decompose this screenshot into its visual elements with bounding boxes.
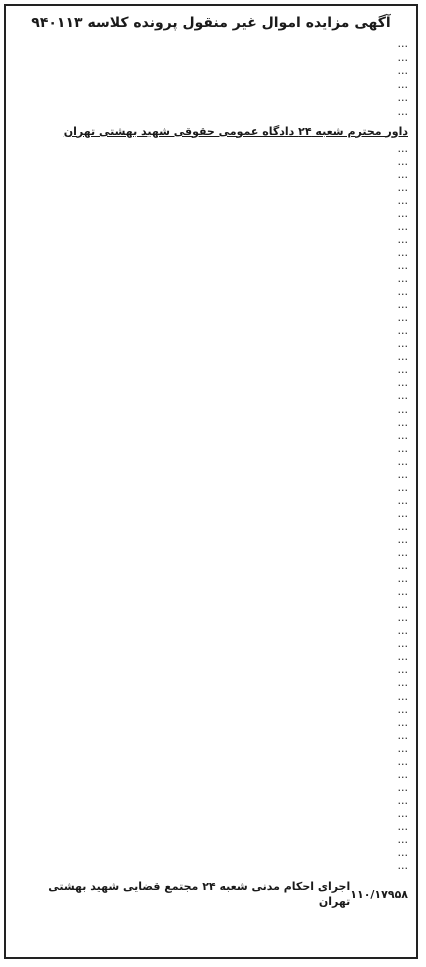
body-line: … (397, 403, 408, 416)
issuing-authority: اجرای احکام مدنی شعبه ۲۴ مجتمع قضایی شهید بهشتی تهران (48, 880, 351, 909)
body-line: … (397, 742, 408, 755)
body-line: … (397, 507, 408, 520)
body-line: … (397, 651, 408, 664)
body-line: … (397, 155, 408, 168)
body-line: … (397, 233, 408, 246)
legal-notice (4, 4, 418, 959)
notice-body (14, 143, 408, 874)
body-line: … (397, 442, 408, 455)
body-line: … (397, 286, 408, 299)
body-line: … (397, 416, 408, 429)
body-line: … (397, 625, 408, 638)
body-line: … (397, 612, 408, 625)
body-line: … (397, 220, 408, 233)
body-line: … (397, 807, 408, 820)
body-line: … (397, 377, 408, 390)
body-line: … (397, 794, 408, 807)
body-line: … (397, 573, 408, 586)
body-line: … (397, 847, 408, 860)
body-line: … (397, 729, 408, 742)
intro-line: … (397, 51, 408, 64)
body-line: … (397, 299, 408, 312)
body-line: … (397, 142, 408, 155)
reference-number: ۱۱۰/۱۷۹۵۸ (350, 887, 408, 901)
body-line: … (397, 481, 408, 494)
body-line: … (397, 821, 408, 833)
intro-line: … (397, 38, 408, 50)
body-line: … (397, 429, 408, 442)
body-line: … (397, 168, 408, 181)
body-line: … (397, 312, 408, 325)
body-line: … (397, 638, 408, 651)
body-line: … (397, 677, 408, 690)
body-line: … (397, 716, 408, 729)
notice-footer (14, 879, 408, 909)
body-line: … (397, 781, 408, 794)
body-line: … (397, 560, 408, 573)
body-line: … (397, 664, 408, 677)
body-line: … (397, 259, 408, 272)
body-line: … (397, 860, 408, 873)
body-line: … (397, 207, 408, 220)
body-line: … (397, 494, 408, 507)
body-line: … (397, 690, 408, 703)
body-line: … (397, 364, 408, 377)
intro-line: … (397, 92, 408, 105)
intro-line: … (397, 105, 408, 118)
body-line: … (397, 338, 408, 351)
body-line: … (397, 181, 408, 194)
body-line: … (397, 351, 408, 364)
intro-line: … (397, 65, 408, 78)
body-line: … (397, 325, 408, 338)
body-line: … (397, 455, 408, 468)
body-line: … (397, 547, 408, 560)
body-line: … (397, 586, 408, 599)
body-line: … (397, 520, 408, 533)
body-line: … (397, 834, 408, 847)
notice-title: آگهی مزایده اموال غیر منقول پرونده کلاسه ۹۴۰۱۱۳ (31, 15, 391, 31)
body-line: … (397, 246, 408, 259)
notice-intro (14, 38, 408, 120)
body-line: … (397, 703, 408, 716)
body-line: … (397, 468, 408, 481)
body-line: … (397, 273, 408, 286)
body-line: … (397, 755, 408, 768)
body-line: … (397, 599, 408, 612)
intro-line: … (397, 78, 408, 91)
body-line: … (397, 533, 408, 546)
notice-subheading: داور محترم شعبه ۲۴ دادگاه عمومی حقوقی شهید بهشتی تهران (63, 124, 408, 138)
body-line: … (397, 768, 408, 781)
body-line: … (397, 390, 408, 403)
body-line: … (397, 194, 408, 207)
